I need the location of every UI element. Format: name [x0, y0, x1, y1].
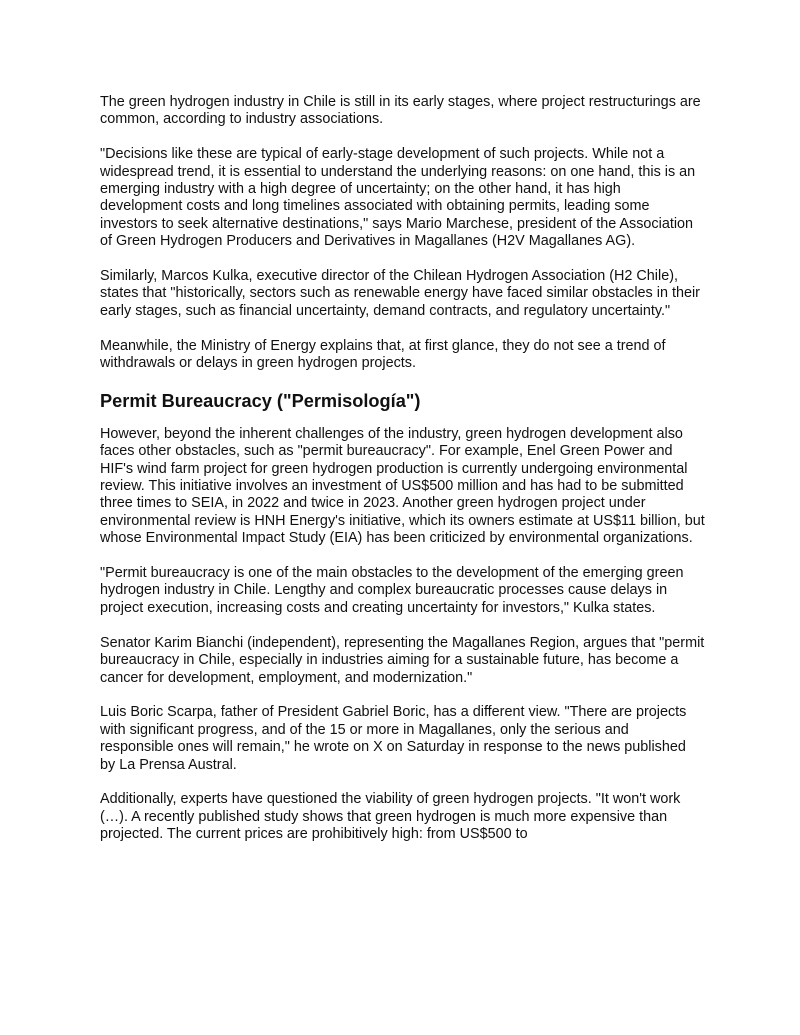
section-heading: Permit Bureaucracy ("Permisología") [100, 390, 421, 411]
kulka-quote-paragraph: "Permit bureaucracy is one of the main obstacles to the development of the emerging green hydrogen industry in Chile. Lengthy and complex bureaucratic processes cause delays in project execution, increasing costs and creating uncertainty for investors," Kulka states. [100, 565, 684, 616]
permit-obstacles-paragraph: However, beyond the inherent challenges of the industry, green hydrogen development also faces other obstacles, such as "permit bureaucracy". For example, Enel Green Power and HIF's wind farm project for green hydrogen production is currently undergoing environmental review. This initiative involves an investment of US$500 million and has had to be submitted three times to SEIA, in 2022 and twice in 2023. Another green hydrogen project under environmental review is HNH Energy's initiative, which its owners estimate at US$11 billion, but whose Environmental Impact Study (EIA) has been criticized by environmental organizations. [100, 425, 705, 547]
marchese-quote-paragraph: "Decisions like these are typical of early-stage development of such projects. While not a widespread trend, it is essential to understand the underlying reasons: on one hand, this is an emerging industry with a high degree of uncertainty; on the other hand, it has high development costs and long timelines associated with obtaining permits, leading some investors to seek alternative destinations," says Mario Marchese, president of the Association of Green Hydrogen Producers and Derivatives in Magallanes (H2V Magallanes AG). [100, 146, 696, 250]
kulka-statement-paragraph: Similarly, Marcos Kulka, executive director of the Chilean Hydrogen Association (H2 Chile), states that "historically, sectors such as renewable energy have faced similar obstacles in their early stages, such as financial uncertainty, demand contracts, and regulatory uncertainty." [100, 268, 700, 319]
intro-paragraph: The green hydrogen industry in Chile is still in its early stages, where project restructurings are common, according to industry associations. [100, 94, 701, 128]
experts-paragraph: Additionally, experts have questioned the viability of green hydrogen projects. "It won't work (…). A recently published study shows that green hydrogen is much more expensive than projected. The current prices are prohibitively high: from US$500 to [100, 791, 681, 843]
bianchi-paragraph: Senator Karim Bianchi (independent), representing the Magallanes Region, argues that "permit bureaucracy in Chile, especially in industries aiming for a sustainable future, has become a cancer for development, employment, and modernization." [100, 634, 705, 686]
article-body [100, 94, 705, 861]
ministry-paragraph: Meanwhile, the Ministry of Energy explains that, at first glance, they do not see a trend of withdrawals or delays in green hydrogen projects. [100, 337, 666, 372]
boric-scarpa-paragraph: Luis Boric Scarpa, father of President Gabriel Boric, has a different view. "There are projects with significant progress, and of the 15 or more in Magallanes, only the serious and responsible ones will remain," he wrote on X on Saturday in response to the news published by La Prensa Austral. [100, 704, 687, 773]
